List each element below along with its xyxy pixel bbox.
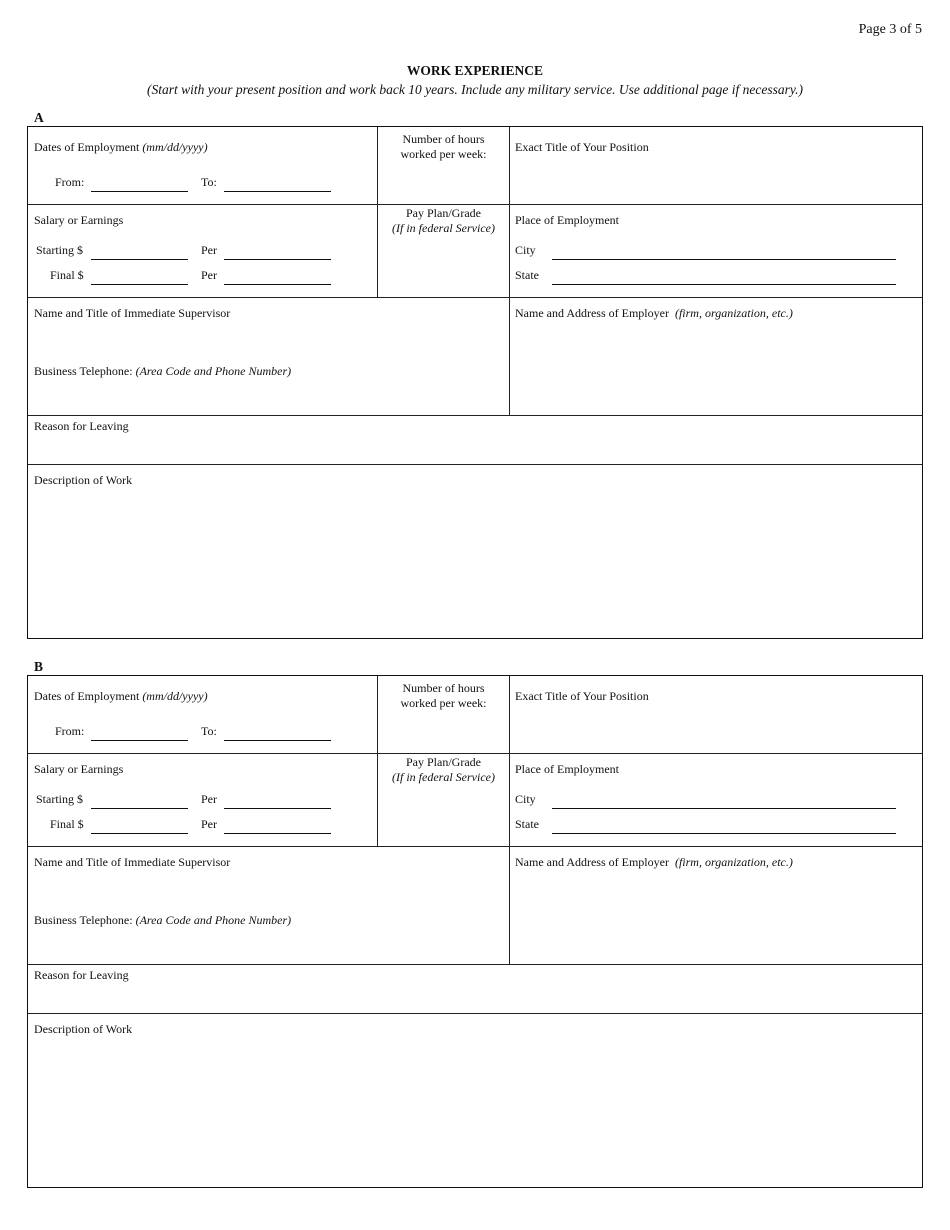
city-input[interactable] bbox=[552, 259, 896, 260]
starting-per-input[interactable] bbox=[224, 259, 331, 260]
salary-label: Salary or Earnings bbox=[34, 213, 124, 227]
form-table bbox=[27, 126, 923, 639]
dates-of-employment-label: Dates of Employment (mm/dd/yyyy) bbox=[34, 140, 208, 154]
final-per-label: Per bbox=[201, 268, 217, 282]
from-date-input[interactable] bbox=[91, 740, 188, 741]
hours-per-week-label: Number of hours worked per week: bbox=[400, 132, 487, 161]
reason-for-leaving-label: Reason for Leaving bbox=[34, 968, 129, 982]
to-label: To: bbox=[201, 175, 217, 189]
starting-per-label: Per bbox=[201, 792, 217, 806]
final-salary-input[interactable] bbox=[91, 284, 188, 285]
state-label: State bbox=[515, 268, 539, 282]
description-of-work-label: Description of Work bbox=[34, 473, 133, 487]
final-salary-input[interactable] bbox=[91, 833, 188, 834]
section-letter: A bbox=[34, 110, 44, 125]
final-salary-label: Final $ bbox=[50, 817, 84, 831]
final-per-input[interactable] bbox=[224, 284, 331, 285]
dates-of-employment-label: Dates of Employment (mm/dd/yyyy) bbox=[34, 689, 208, 703]
position-title-label: Exact Title of Your Position bbox=[515, 689, 649, 703]
employer-label: Name and Address of Employer (firm, organization, etc.) bbox=[515, 306, 793, 320]
page-subtitle: (Start with your present position and work back 10 years. Include any military service. Use additional page if necessary.) bbox=[146, 82, 803, 97]
starting-salary-input[interactable] bbox=[91, 259, 188, 260]
from-label: From: bbox=[55, 175, 85, 189]
state-input[interactable] bbox=[552, 833, 896, 834]
starting-per-input[interactable] bbox=[224, 808, 331, 809]
starting-per-label: Per bbox=[201, 243, 217, 257]
page-number: Page 3 of 5 bbox=[858, 22, 922, 37]
state-label: State bbox=[515, 817, 539, 831]
form-table bbox=[27, 675, 923, 1188]
starting-salary-label: Starting $ bbox=[36, 792, 83, 806]
reason-for-leaving-label: Reason for Leaving bbox=[34, 419, 129, 433]
place-of-employment-label: Place of Employment bbox=[515, 213, 619, 227]
description-of-work-label: Description of Work bbox=[34, 1022, 133, 1036]
to-label: To: bbox=[201, 724, 217, 738]
to-date-input[interactable] bbox=[224, 740, 331, 741]
supervisor-label: Name and Title of Immediate Supervisor bbox=[34, 306, 231, 320]
from-label: From: bbox=[55, 724, 85, 738]
state-input[interactable] bbox=[552, 284, 896, 285]
starting-salary-label: Starting $ bbox=[36, 243, 83, 257]
supervisor-label: Name and Title of Immediate Supervisor bbox=[34, 855, 231, 869]
business-telephone-label: Business Telephone: (Area Code and Phone Number) bbox=[34, 913, 292, 927]
place-of-employment-label: Place of Employment bbox=[515, 762, 619, 776]
pay-plan-label: Pay Plan/Grade (If in federal Service) bbox=[392, 206, 495, 235]
pay-plan-label: Pay Plan/Grade (If in federal Service) bbox=[392, 755, 495, 784]
city-label: City bbox=[515, 792, 536, 806]
position-title-label: Exact Title of Your Position bbox=[515, 140, 649, 154]
business-telephone-label: Business Telephone: (Area Code and Phone Number) bbox=[34, 364, 292, 378]
starting-salary-input[interactable] bbox=[91, 808, 188, 809]
final-per-label: Per bbox=[201, 817, 217, 831]
to-date-input[interactable] bbox=[224, 191, 331, 192]
final-per-input[interactable] bbox=[224, 833, 331, 834]
salary-label: Salary or Earnings bbox=[34, 762, 124, 776]
employer-label: Name and Address of Employer (firm, organization, etc.) bbox=[515, 855, 793, 869]
hours-per-week-label: Number of hours worked per week: bbox=[400, 681, 487, 710]
work-experience-section-a bbox=[0, 110, 950, 640]
final-salary-label: Final $ bbox=[50, 268, 84, 282]
city-label: City bbox=[515, 243, 536, 257]
page-title: WORK EXPERIENCE bbox=[406, 63, 544, 78]
section-letter: B bbox=[34, 659, 44, 674]
city-input[interactable] bbox=[552, 808, 896, 809]
from-date-input[interactable] bbox=[91, 191, 188, 192]
work-experience-section-b bbox=[0, 659, 950, 1189]
